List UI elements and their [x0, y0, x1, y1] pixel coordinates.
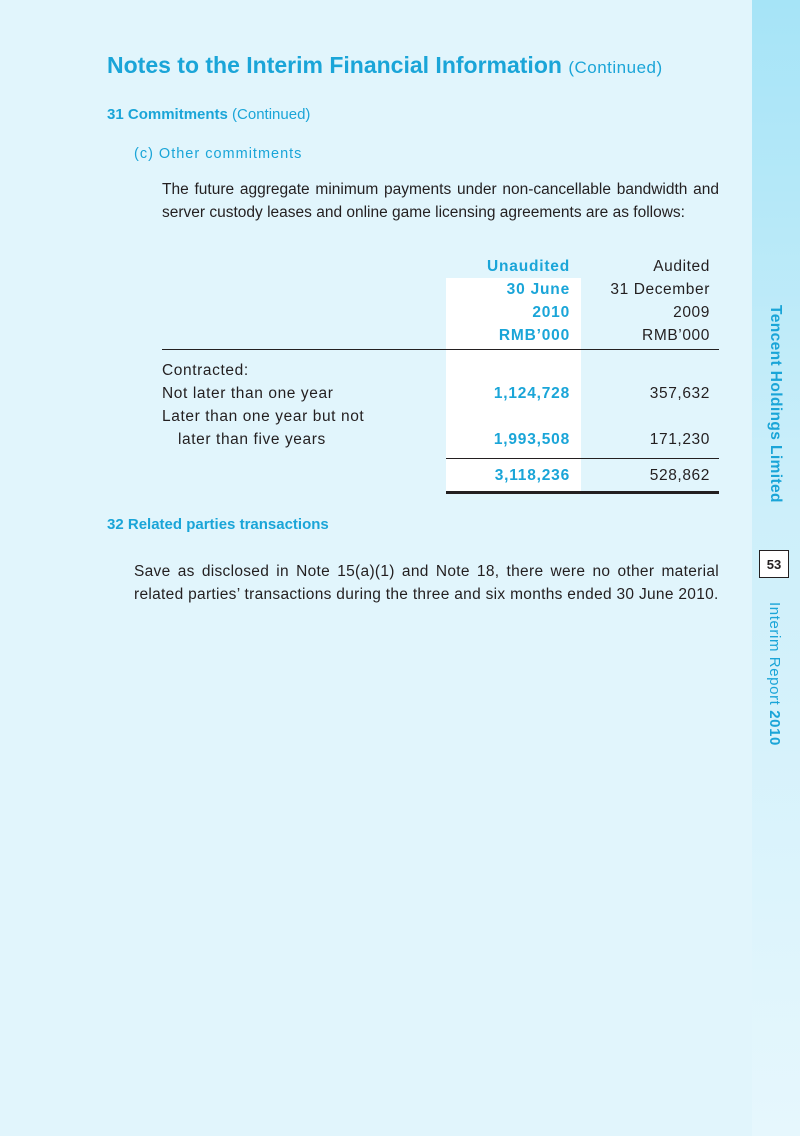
section-31-heading: [107, 106, 310, 123]
section-32-title: Related parties transactions: [127, 516, 329, 533]
prior-col-header-2: 31 December: [610, 281, 710, 298]
page-title: [107, 52, 663, 79]
sidebar-report-title: [766, 602, 783, 746]
row-label: Not later than one year: [162, 385, 334, 402]
section-31-title: Commitments: [127, 106, 228, 123]
prior-col-header-3: 2009: [673, 304, 710, 321]
row-label: later than five years: [178, 431, 326, 448]
current-col-header-2: 30 June: [506, 281, 570, 298]
section-32-number: 32: [107, 516, 124, 533]
row-current-value: 1,124,728: [493, 385, 570, 402]
prior-col-header-1: Audited: [653, 258, 710, 275]
page-number: 53: [766, 556, 782, 572]
page-title-main: Notes to the Interim Financial Information: [107, 52, 562, 78]
row-prior-value: 171,230: [649, 431, 710, 448]
current-col-header-4: RMB’000: [498, 327, 570, 344]
related-parties-body: Save as disclosed in Note 15(a)(1) and Note 18, there were no other material related parties’ transactions during the three and six months ended 30 June 2010.: [134, 563, 719, 603]
total-double-rule: [446, 491, 719, 494]
report-year: 2010: [766, 710, 783, 746]
subsection-c-heading: (c) Other commitments: [134, 146, 303, 162]
row-prior-value: 357,632: [649, 385, 710, 402]
section-31-suffix: (Continued): [232, 106, 311, 123]
prior-col-header-4: RMB’000: [642, 327, 710, 344]
current-col-header-3: 2010: [532, 304, 570, 321]
section-31-number: 31: [107, 106, 124, 123]
section-32-heading: [107, 516, 329, 533]
page-title-suffix: (Continued): [568, 58, 663, 77]
row-label: Later than one year but not: [162, 408, 365, 425]
page-number-box: [759, 550, 789, 578]
header-rule: [162, 349, 719, 350]
row-current-value: 1,993,508: [493, 431, 570, 448]
total-current-value: 3,118,236: [494, 467, 570, 484]
subtotal-rule: [446, 458, 719, 459]
sidebar-company-name: Tencent Holdings Limited: [767, 305, 784, 503]
row-label: Contracted:: [162, 362, 249, 379]
commitments-intro: The future aggregate minimum payments under non-cancellable bandwidth and server custody leases and online game licensing agreements are as follows:: [162, 181, 719, 221]
total-prior-value: 528,862: [649, 467, 710, 484]
report-name: Interim Report: [766, 602, 783, 711]
current-col-header-1: Unaudited: [487, 258, 570, 275]
